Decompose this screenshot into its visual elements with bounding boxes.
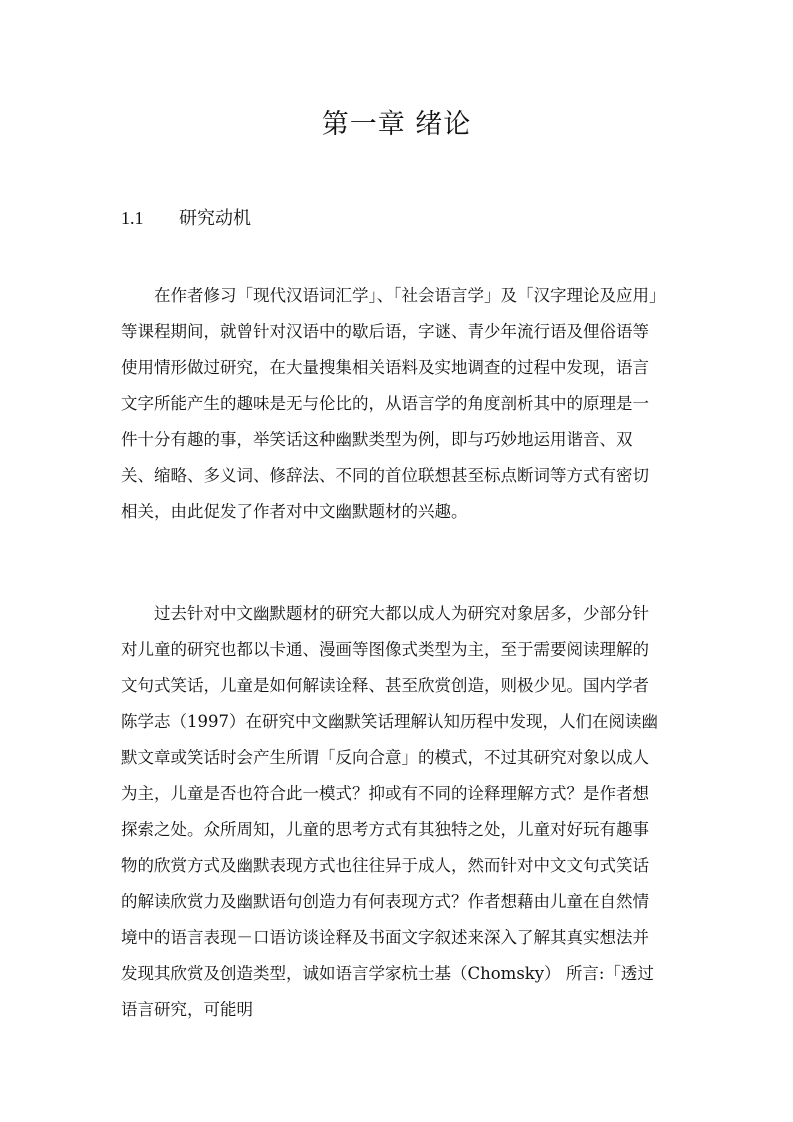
section-title: 研究动机 [179, 208, 251, 229]
section-number: 1.1 [121, 208, 144, 228]
paragraph-2: 过去针对中文幽默题材的研究大都以成人为研究对象居多，少部分针对儿童的研究也都以卡通、漫画等图像式类型为主，至于需要阅读理解的文句式笑话，儿童是如何解读诠释、甚至欣赏创造，则极少见。国内学者陈学志（1997）在研究中文幽默笑话理解认知历程中发现，人们在阅读幽默文章或笑话时会产生所谓「反向合意」的模式，不过其研究对象以成人为主，儿童是否也符合此一模式？抑或有不同的诠释理解方式？是作者想探索之处。众所周知，儿童的思考方式有其独特之处，儿童对好玩有趣事物的欣赏方式及幽默表现方式也往往异于成人，然而针对中文文句式笑话的解读欣赏力及幽默语句创造力有何表现方式？作者想藉由儿童在自然情境中的语言表现－口语访谈诠释及书面文字叙述来深入了解其真实想法并发现其欣赏及创造类型，诚如语言学家杭士基（Chomsky） 所言:「透过语言研究，可能明 [121, 604, 658, 1019]
paragraph-1: 在作者修习「现代汉语词汇学」、「社会语言学」及「汉字理论及应用」等课程期间，就曾针对汉语中的歇后语，字谜、青少年流行语及俚俗语等使用情形做过研究，在大量搜集相关语料及实地调查的过程中发现，语言文字所能产生的趣味是无与伦比的，从语言学的角度剖析其中的原理是一件十分有趣的事，举笑话这种幽默类型为例，即与巧妙地运用谐音、双关、缩略、多义词、修辞法、不同的首位联想甚至标点断词等方式有密切相关，由此促发了作者对中文幽默题材的兴趣。 [121, 286, 658, 521]
section-heading [121, 204, 251, 230]
chapter-title: 第一章 绪论 [321, 109, 472, 140]
